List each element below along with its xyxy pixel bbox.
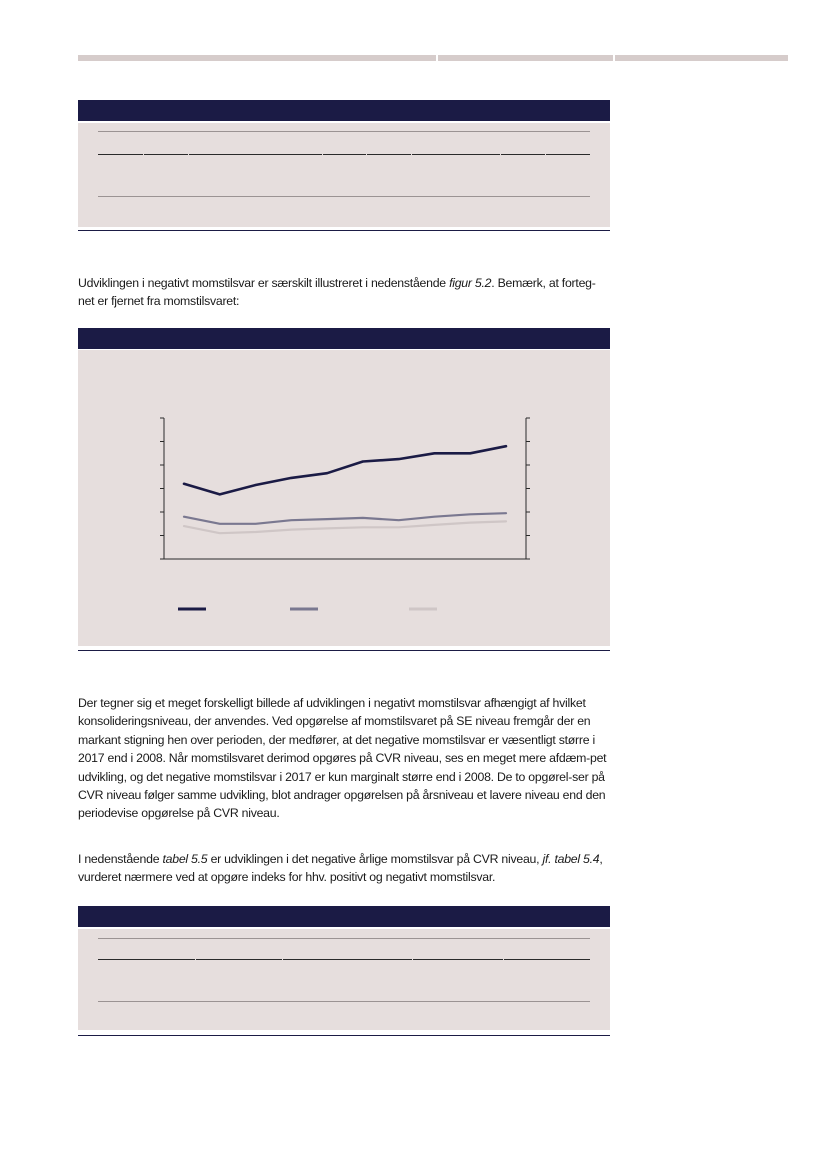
column-separator xyxy=(282,958,283,960)
table-intro-paragraph xyxy=(78,850,610,887)
column-separator xyxy=(545,153,546,155)
table-intro-text: , vurderet nærmere ved at opgøre indeks for hhv. positivt og negativt momstilsvar. xyxy=(78,852,603,885)
column-separator xyxy=(503,958,504,960)
table-bottom-rule xyxy=(98,1001,590,1002)
table-reference-link: tabel 5.5 xyxy=(162,852,208,866)
figure-reference-link: figur 5.2 xyxy=(449,276,492,290)
table-bottom-rule xyxy=(98,196,590,197)
table-intro-text: er udviklingen i det negative årlige momstilsvar på CVR niveau, xyxy=(207,852,543,866)
figure-5-2-chart xyxy=(78,350,610,646)
intro-paragraph xyxy=(78,274,610,311)
figure-end-rule xyxy=(78,650,610,651)
column-separator xyxy=(188,153,189,155)
header-bar xyxy=(78,55,788,61)
intro-text: Udviklingen i negativt momstilsvar er særskilt illustreret i nedenstående xyxy=(78,276,450,290)
series-line-dark xyxy=(184,446,506,494)
table-5-3-body xyxy=(78,123,610,227)
table-5-3-header xyxy=(78,100,610,121)
table-end-rule xyxy=(78,1035,610,1036)
header-bar-divider xyxy=(613,55,615,61)
figure-5-2-header xyxy=(78,328,610,349)
column-separator xyxy=(412,958,413,960)
column-separator xyxy=(366,153,367,155)
table-top-rule xyxy=(98,938,590,939)
column-separator xyxy=(143,153,144,155)
table-5-5-header xyxy=(78,906,610,927)
table-end-rule xyxy=(78,230,610,231)
table-reference-link: jf. tabel 5.4 xyxy=(542,852,600,866)
series-line-mid xyxy=(184,513,506,524)
intro-text-end: . Bemærk, at forteg-net er fjernet fra momstilsvaret: xyxy=(78,276,596,309)
column-separator xyxy=(195,958,196,960)
table-header-rule xyxy=(98,154,590,155)
table-intro-text: I nedenstående xyxy=(78,852,163,866)
column-separator xyxy=(322,153,323,155)
header-bar-divider xyxy=(436,55,438,61)
table-top-rule xyxy=(98,131,590,132)
chart-series xyxy=(184,446,506,533)
analysis-paragraph: Der tegner sig et meget forskelligt billede af udviklingen i negativt momstilsvar afhængigt af hvilket konsolideringsniveau, der anvendes. Ved opgørelse af momstilsvaret på SE niveau fremgår der en markant stigning hen over perioden, der medfører, at det negative momstilsvar er væsentligt større i 2017 end i 2008. Når momstilsvaret derimod opgøres på CVR niveau, ses en meget mere afdæm-pet udvikling, og det negative momstilsvar i 2017 er kun marginalt større end i 2008. De to opgørel-ser på CVR niveau følger samme udvikling, blot andrager opgørelsen på årsniveau et lavere niveau end den periodevise opgørelse på CVR niveau. xyxy=(78,696,607,821)
table-5-5-body xyxy=(78,929,610,1030)
chart-axes xyxy=(160,418,530,559)
column-separator xyxy=(411,153,412,155)
column-separator xyxy=(500,153,501,155)
table-header-rule xyxy=(98,959,590,960)
